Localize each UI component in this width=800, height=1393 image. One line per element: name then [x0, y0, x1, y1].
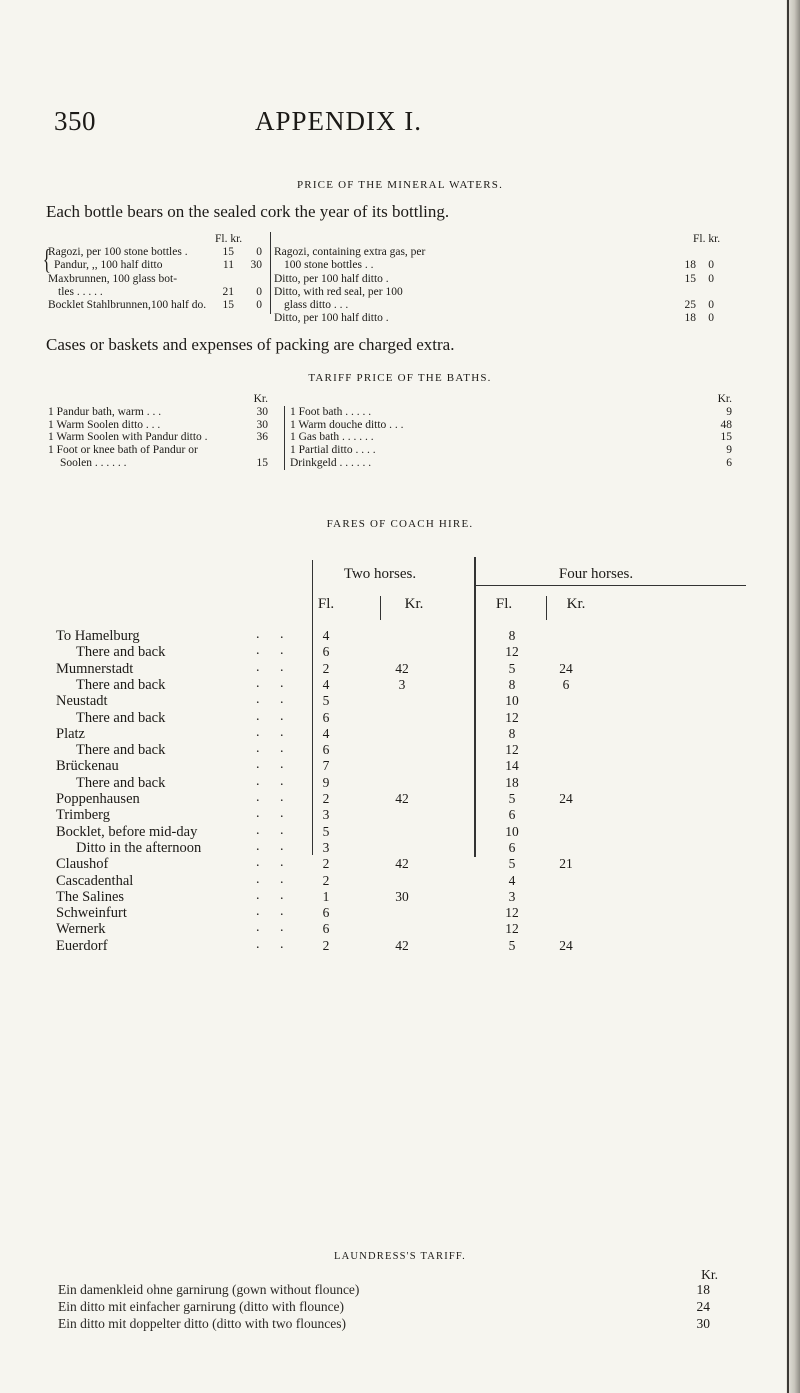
price-fl: 15	[222, 298, 234, 311]
fare-destination: There and back	[76, 709, 166, 726]
bath-price: 9	[726, 444, 732, 457]
fare-four-horses-kr: 6	[562, 676, 570, 692]
leader-dot: .	[280, 659, 284, 675]
price-fl: 21	[222, 285, 234, 298]
leader-dot: .	[256, 627, 260, 642]
fare-two-horses-kr: 30	[395, 888, 409, 904]
fare-two-horses-fl: 5	[322, 693, 330, 709]
price-fl: 15	[222, 246, 234, 259]
price-label: 100 stone bottles . .	[284, 259, 374, 272]
fare-four-horses-fl: 5	[508, 937, 516, 953]
bath-price: 15	[256, 456, 268, 469]
price-kr: 0	[256, 298, 262, 311]
price-row	[48, 273, 264, 286]
bath-label: Drinkgeld . . . . . .	[290, 456, 372, 469]
price-kr: 0	[708, 298, 714, 311]
fare-destination: The Salines	[56, 888, 125, 905]
bath-label: 1 Warm Soolen ditto . . .	[48, 418, 161, 431]
leader-dot: .	[256, 724, 260, 740]
fare-destination: Poppenhausen	[56, 791, 140, 807]
fare-destination: Claushof	[56, 856, 109, 873]
bath-label: 1 Warm douche ditto . . .	[290, 418, 404, 431]
laundress-title: LAUNDRESS'S TARIFF.	[334, 1251, 466, 1262]
fare-two-horses-fl: 5	[322, 823, 330, 839]
laundress-item: Ein ditto mit einfacher garnirung (ditto with flounce)	[58, 1299, 345, 1314]
leader-dot: .	[280, 675, 284, 691]
price-kr: 0	[708, 312, 714, 325]
bath-label: 1 Foot bath . . . . .	[290, 405, 372, 418]
fare-destination: Platz	[56, 725, 85, 742]
fares-title: FARES OF COACH HIRE.	[326, 518, 474, 530]
mineral-waters-title: PRICE OF THE MINERAL WATERS.	[296, 179, 504, 191]
fare-destination: Mumnerstadt	[56, 660, 134, 677]
fare-four-horses-fl: 12	[505, 921, 519, 937]
price-row	[48, 286, 264, 299]
leader-dot: .	[280, 806, 284, 822]
fare-four-horses-kr: 21	[559, 856, 573, 872]
fare-four-horses-fl: 5	[508, 791, 516, 806]
unit-header: Fl. kr.	[693, 233, 721, 245]
price-row	[274, 273, 744, 286]
fare-two-horses-fl: 2	[322, 856, 330, 872]
leader-dot: .	[256, 806, 260, 822]
fare-two-horses-fl: 2	[322, 660, 330, 676]
bath-row	[48, 431, 270, 444]
fare-destination: There and back	[76, 774, 166, 791]
bath-price: 48	[720, 418, 732, 431]
fare-destination: Ditto in the afternoon	[76, 839, 202, 856]
bath-row	[290, 457, 734, 470]
price-row	[48, 259, 264, 272]
four-horses-header: Four horses.	[558, 566, 634, 582]
price-row	[274, 259, 744, 272]
leader-dot: .	[256, 675, 260, 691]
fare-four-horses-fl: 14	[505, 758, 519, 774]
fare-four-horses-fl: 12	[505, 709, 519, 725]
leader-dot: .	[280, 838, 284, 854]
price-label: Pandur, ,, 100 half ditto	[54, 259, 163, 272]
two-horses-header: Two horses.	[343, 566, 417, 582]
fare-two-horses-kr: 3	[398, 676, 406, 692]
bath-price: 36	[256, 431, 268, 444]
fare-two-horses-fl: 4	[322, 725, 330, 741]
price-row	[48, 246, 264, 259]
price-fl: 18	[684, 259, 696, 272]
price-row	[48, 299, 264, 312]
laundress-item: Ein ditto mit doppelter ditto (ditto with two flounces)	[58, 1316, 346, 1331]
fl-header: Fl.	[317, 596, 335, 612]
price-label: Ragozi, containing extra gas, per	[274, 246, 426, 259]
leader-dot: .	[280, 773, 284, 789]
fare-two-horses-fl: 6	[322, 742, 330, 758]
price-label: glass ditto . . .	[284, 298, 349, 311]
fare-destination: Schweinfurt	[56, 905, 127, 922]
bath-label: Soolen . . . . . .	[60, 456, 127, 469]
bath-row	[290, 419, 734, 432]
kr-header: Kr.	[566, 596, 586, 612]
fare-four-horses-kr: 24	[559, 937, 573, 953]
column-divider	[270, 232, 271, 314]
leader-dot: .	[280, 643, 284, 659]
fare-two-horses-fl: 6	[322, 644, 330, 660]
price-label: tles . . . . .	[58, 285, 103, 298]
price-kr: 0	[708, 272, 714, 285]
bath-price: 30	[256, 405, 268, 418]
fare-two-horses-fl: 6	[322, 921, 330, 937]
bath-row	[48, 444, 270, 457]
leader-dot: .	[280, 741, 284, 757]
baths-left-column	[48, 393, 270, 470]
leader-dot: .	[256, 904, 260, 920]
fare-two-horses-fl: 7	[322, 758, 330, 774]
bath-row	[290, 444, 734, 457]
bath-price: 15	[720, 431, 732, 444]
leader-dot: .	[256, 855, 260, 871]
fl-header: Fl.	[495, 596, 513, 612]
subcolumn-rule	[380, 596, 381, 620]
fare-two-horses-fl: 4	[322, 676, 330, 692]
page-edge-line	[787, 0, 789, 1393]
leader-dot: .	[280, 822, 284, 838]
price-row	[274, 299, 744, 312]
leader-dot: .	[280, 871, 284, 887]
leader-dot: .	[280, 757, 284, 773]
fare-four-horses-fl: 5	[508, 856, 516, 872]
fare-destination: There and back	[76, 644, 166, 661]
fare-two-horses-kr: 42	[395, 856, 409, 872]
fare-destination: Neustadt	[56, 693, 108, 710]
leader-dot: .	[256, 757, 260, 773]
leader-dot: .	[256, 838, 260, 854]
price-row	[274, 246, 744, 259]
price-kr: 0	[708, 259, 714, 272]
leader-dot: .	[256, 920, 260, 936]
mineral-waters-intro: Each bottle bears on the sealed cork the year of its bottling.	[46, 202, 450, 221]
bath-price: 9	[726, 405, 732, 418]
bath-price: 30	[256, 418, 268, 431]
baths-right-column	[290, 393, 734, 470]
laundress-price: 30	[696, 1316, 710, 1331]
brace-symbol: {	[42, 245, 51, 276]
fare-four-horses-fl: 10	[505, 693, 519, 709]
leader-dot: .	[280, 920, 284, 936]
running-title: APPENDIX I.	[255, 106, 423, 136]
leader-dot: .	[280, 724, 284, 740]
fare-destination: Brückenau	[56, 758, 119, 775]
laundress-item: Ein damenkleid ohne garnirung (gown without flounce)	[58, 1282, 360, 1297]
price-row	[274, 312, 744, 325]
price-label: Maxbrunnen, 100 glass bot-	[48, 272, 178, 285]
fare-four-horses-kr: 24	[559, 660, 573, 676]
bath-row	[290, 431, 734, 444]
unit-header: Kr.	[701, 1267, 718, 1282]
mineral-waters-right-column	[274, 233, 744, 325]
leader-dot: .	[256, 936, 260, 952]
bath-row	[290, 406, 734, 419]
fare-two-horses-fl: 6	[322, 905, 330, 921]
kr-header: Kr.	[404, 596, 424, 612]
fare-two-horses-fl: 3	[322, 807, 330, 823]
fare-four-horses-fl: 3	[508, 888, 516, 904]
leader-dot: .	[256, 708, 260, 724]
leader-dot: .	[256, 659, 260, 675]
fare-four-horses-fl: 10	[505, 823, 519, 839]
fare-four-horses-fl: 12	[505, 905, 519, 921]
price-fl: 18	[684, 312, 696, 325]
price-label: Bocklet Stahlbrunnen,100 half do.	[48, 298, 207, 311]
leader-dot: .	[256, 790, 260, 805]
price-kr: 0	[256, 246, 262, 259]
bath-row	[48, 406, 270, 419]
bath-label: 1 Partial ditto . . . .	[290, 444, 376, 457]
baths-title: TARIFF PRICE OF THE BATHS.	[308, 372, 492, 384]
leader-dot: .	[256, 871, 260, 887]
bath-label: 1 Gas bath . . . . . .	[290, 431, 374, 444]
fare-destination: There and back	[76, 742, 166, 759]
fare-four-horses-fl: 4	[508, 872, 516, 888]
fare-four-horses-fl: 8	[508, 628, 516, 643]
leader-dot: .	[280, 887, 284, 903]
fare-two-horses-kr: 42	[395, 937, 409, 953]
bath-row	[48, 457, 270, 470]
fare-two-horses-fl: 2	[322, 791, 330, 806]
leader-dot: .	[256, 643, 260, 659]
leader-dot: .	[256, 822, 260, 838]
bath-price: 6	[726, 456, 732, 469]
bath-row	[48, 419, 270, 432]
price-label: Ditto, with red seal, per 100	[274, 285, 403, 298]
mineral-waters-left-column	[48, 233, 264, 312]
price-fl: 25	[684, 298, 696, 311]
price-label: Ditto, per 100 half ditto .	[274, 272, 389, 285]
leader-dot: .	[256, 887, 260, 903]
leader-dot: .	[280, 855, 284, 871]
leader-dot: .	[280, 936, 284, 952]
fare-four-horses-fl: 6	[508, 807, 516, 823]
leader-dot: .	[280, 708, 284, 724]
laundress-price: 18	[696, 1282, 710, 1297]
fare-four-horses-fl: 6	[508, 839, 516, 855]
unit-header: Kr.	[253, 393, 268, 405]
fare-two-horses-fl: 1	[322, 888, 330, 904]
price-label: Ditto, per 100 half ditto .	[274, 312, 389, 325]
fare-two-horses-kr: 42	[395, 791, 409, 806]
fare-two-horses-fl: 9	[322, 774, 330, 790]
fare-four-horses-kr: 24	[559, 791, 573, 806]
fare-four-horses-fl: 12	[505, 644, 519, 660]
fare-four-horses-fl: 5	[508, 660, 516, 676]
leader-dot: .	[280, 904, 284, 920]
fare-destination: Euerdorf	[56, 937, 108, 954]
fare-destination: Cascadenthal	[56, 872, 134, 889]
fare-four-horses-fl: 12	[505, 742, 519, 758]
column-divider	[284, 406, 285, 470]
fare-two-horses-kr: 42	[395, 660, 409, 676]
page-number: 350	[54, 106, 96, 136]
price-fl: 11	[222, 259, 234, 272]
fare-destination: Trimberg	[56, 807, 110, 824]
leader-dot: .	[280, 692, 284, 708]
unit-header: Kr.	[717, 393, 732, 405]
fare-two-horses-fl: 4	[322, 628, 330, 643]
fare-two-horses-fl: 6	[322, 709, 330, 725]
leader-dot: .	[280, 790, 284, 805]
leader-dot: .	[256, 692, 260, 708]
leader-dot: .	[256, 741, 260, 757]
fare-four-horses-fl: 18	[505, 774, 519, 790]
price-fl: 15	[684, 272, 696, 285]
price-kr: 0	[256, 285, 262, 298]
fares-header-rule	[476, 585, 746, 586]
fare-destination: Bocklet, before mid-day	[56, 823, 198, 840]
bath-label: 1 Pandur bath, warm . . .	[48, 405, 162, 418]
fare-destination: There and back	[76, 676, 166, 693]
leader-dot: .	[280, 627, 284, 642]
bath-label: 1 Foot or knee bath of Pandur or	[48, 444, 198, 457]
bath-label: 1 Warm Soolen with Pandur ditto .	[48, 431, 208, 444]
fare-two-horses-fl: 3	[322, 839, 330, 855]
packing-note: Cases or baskets and expenses of packing are charged extra.	[46, 335, 455, 354]
price-kr: 30	[250, 259, 262, 272]
fare-destination: Wernerk	[56, 921, 106, 938]
unit-header: Fl. kr.	[215, 233, 243, 245]
price-label: Ragozi, per 100 stone bottles .	[48, 246, 188, 259]
leader-dot: .	[256, 773, 260, 789]
fare-four-horses-fl: 8	[508, 676, 516, 692]
subcolumn-rule	[546, 596, 547, 620]
fare-two-horses-fl: 2	[322, 872, 330, 888]
fare-four-horses-fl: 8	[508, 725, 516, 741]
laundress-price: 24	[696, 1299, 710, 1314]
fare-destination: To Hamelburg	[56, 628, 140, 644]
price-row	[274, 286, 744, 299]
fare-two-horses-fl: 2	[322, 937, 330, 953]
